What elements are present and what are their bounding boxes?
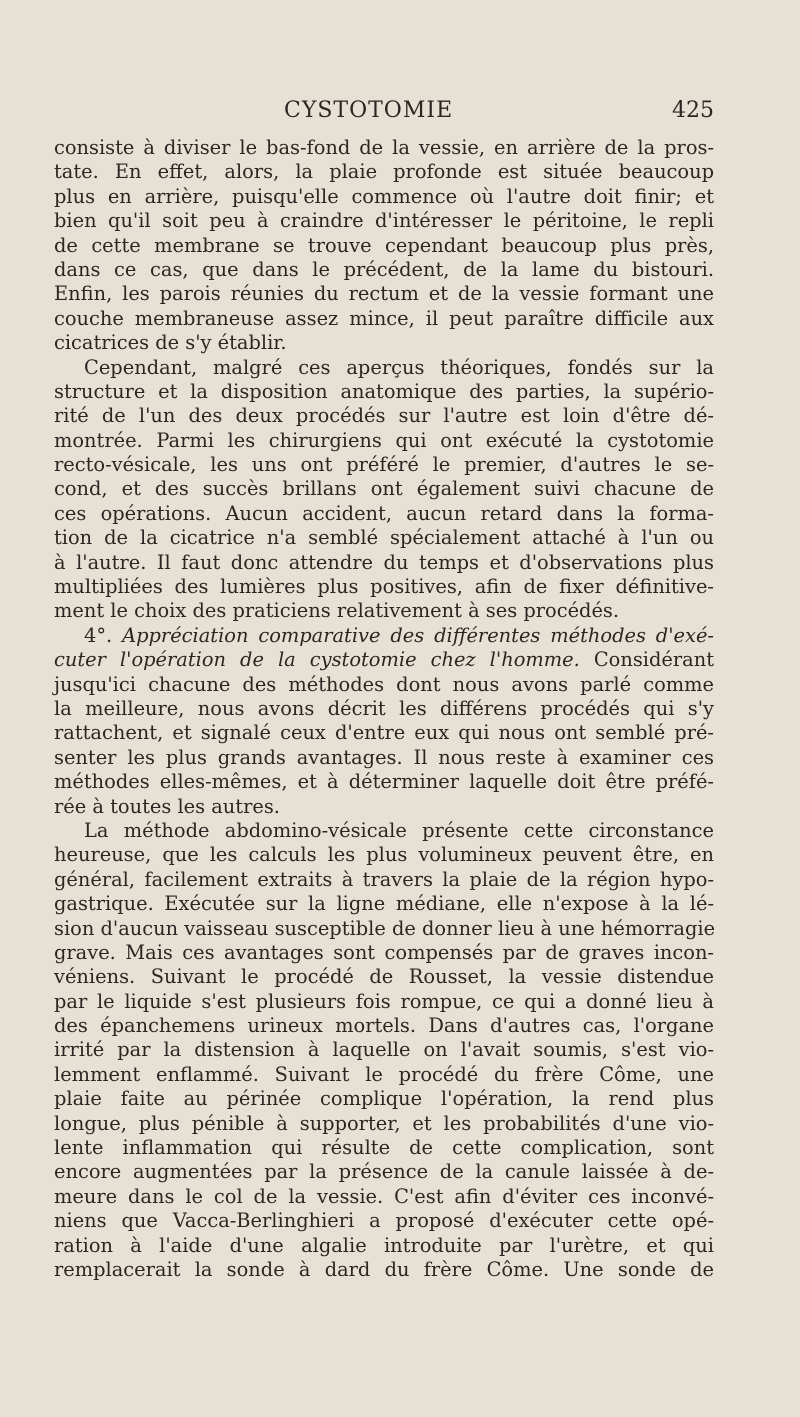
text-line: couche membraneuse assez mince, il peut paraître difficile aux [54,306,714,330]
text-line: consiste à diviser le bas-fond de la vessie, en arrière de la pros- [54,136,714,159]
running-title: CYSTOTOMIE [284,98,454,123]
running-header [54,98,714,134]
text-line: grave. Mais ces avantages sont compensés par de graves incon- [54,940,714,964]
text-line: gastrique. Exécutée sur la ligne médiane, elle n'expose à la lé- [54,892,714,916]
text-line: bien qu'il soit peu à craindre d'intéresser le péritoine, le repli [54,209,714,233]
section-title-part2: cuter l'opération de la cystotomie chez l'homme. [54,648,580,672]
text-line: rité de l'un des deux procédés sur l'autre est loin d'être dé- [54,404,714,428]
text-line: Enfin, les parois réunies du rectum et de la vessie formant une [54,282,714,306]
text-line: ment le choix des praticiens relativement à ses procédés. [54,599,620,623]
text-line: de cette membrane se trouve cependant beaucoup plus près, [54,233,714,257]
section-number: 4°. [84,623,113,647]
text-line: ration à l'aide d'une algalie introduite par l'urètre, et qui [54,1233,714,1257]
text-line: véniens. Suivant le procédé de Rousset, la vessie distendue [54,965,714,989]
text-line: remplacerait la sonde à dard du frère Côme. Une sonde de [54,1257,714,1281]
text-line: meure dans le col de la vessie. C'est afin d'éviter ces inconvé- [54,1184,714,1208]
text-line: par le liquide s'est plusieurs fois rompue, ce qui a donné lieu à [54,989,714,1013]
text-line: général, facilement extraits à travers la plaie de la région hypo- [54,867,714,891]
text-line: jusqu'ici chacune des méthodes dont nous avons parlé comme [54,672,714,696]
section-title-part1: Appréciation comparative des différentes méthodes d'exé- [122,623,714,647]
text-line: longue, plus pénible à supporter, et les probabilités d'une vio- [54,1111,714,1135]
text-line: rattachent, et signalé ceux d'entre eux qui nous ont semblé pré- [54,721,714,745]
text-line: senter les plus grands avantages. Il nous reste à examiner ces [54,745,714,769]
section-heading-line-2 [54,648,714,672]
text-line: lemment enflammé. Suivant le procédé du frère Côme, une [54,1062,714,1086]
text-line: cond, et des succès brillans ont également suivi chacune de [54,477,714,501]
section-rest-text: Considérant [593,648,714,672]
text-line: tate. En effet, alors, la plaie profonde est située beaucoup [54,160,714,184]
text-line: tion de la cicatrice n'a semblé spécialement attaché à l'un ou [54,526,714,550]
text-line: lente inflammation qui résulte de cette complication, sont [54,1136,714,1160]
page-number: 425 [672,98,714,123]
text-line: méthodes elles-mêmes, et à déterminer laquelle doit être préfé- [54,770,714,794]
text-line: encore augmentées par la présence de la canule laissée à de- [54,1160,714,1184]
text-line: plus en arrière, puisqu'elle commence où l'autre doit finir; et [54,184,714,208]
section-heading-line-1 [54,624,714,648]
paragraph-start-line: La méthode abdomino-vésicale présente cette circonstance [84,818,714,842]
text-line: rée à toutes les autres. [54,794,280,818]
text-line: multipliées des lumières plus positives, afin de fixer définitive- [54,575,714,599]
text-line: à l'autre. Il faut donc attendre du temps et d'observations plus [54,550,714,574]
paragraph-start-line: Cependant, malgré ces aperçus théoriques, fondés sur la [84,355,714,379]
text-line: sion d'aucun vaisseau susceptible de donner lieu à une hémorragie [54,916,716,940]
text-line: recto-vésicale, les uns ont préféré le premier, d'autres le se- [54,453,714,477]
text-line: cicatrices de s'y établir. [54,331,287,355]
text-line: plaie faite au périnée complique l'opération, la rend plus [54,1087,714,1111]
text-line: irrité par la distension à laquelle on l'avait soumis, s'est vio- [54,1038,714,1062]
text-line: la meilleure, nous avons décrit les différens procédés qui s'y [54,696,714,720]
text-line: heureuse, que les calculs les plus volumineux peuvent être, en [54,843,714,867]
text-line: montrée. Parmi les chirurgiens qui ont exécuté la cystotomie [54,428,714,452]
text-line: ces opérations. Aucun accident, aucun retard dans la forma- [54,501,714,525]
text-line: des épanchemens urineux mortels. Dans d'autres cas, l'organe [54,1014,714,1038]
text-line: dans ce cas, que dans le précédent, de la lame du bistouri. [54,257,714,281]
text-line: niens que Vacca-Berlinghieri a proposé d'exécuter cette opé- [54,1209,714,1233]
body-text [54,136,714,1282]
text-line: structure et la disposition anatomique des parties, la supério- [54,379,714,403]
